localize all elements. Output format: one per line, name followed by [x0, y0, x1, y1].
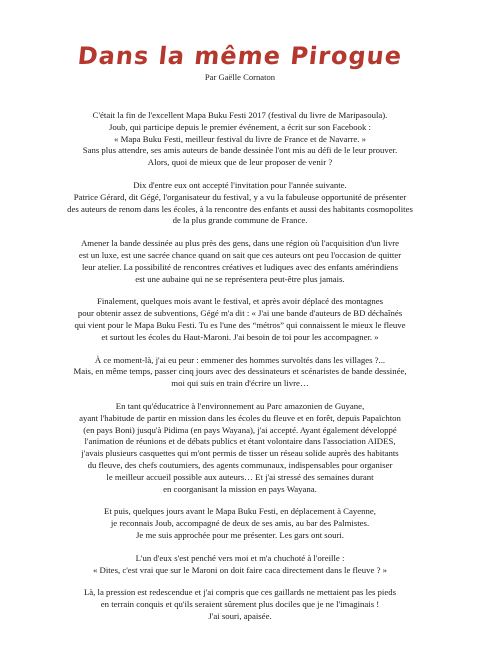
text-line: l'animation de réunions et de débats publics et étant volontaire dans l'association AIDES,	[84, 436, 396, 447]
text-line: Patrice Gérard, dit Gégé, l'organisateur du festival, y a vu la fabuleuse opportunité de présenter	[73, 191, 407, 202]
text-line: moi qui suis en train d'écrire un livre…	[171, 378, 309, 389]
text-line: le meilleur accueil possible aux auteurs… Et j'ai stressé des semaines durant	[106, 471, 374, 482]
article-body	[60, 110, 420, 634]
text-line: Je me suis approchée pour me présenter. Les gars ont souri.	[136, 529, 344, 540]
text-line: je reconnais Joub, accompagné de deux de ses amis, au bar des Palmistes.	[110, 518, 370, 529]
text-line: (en pays Boni) jusqu'à Pidima (en pays Wayana), j'ai accepté. Ayant également développé	[83, 424, 397, 435]
text-line: « Mapa Buku Festi, meilleur festival du livre de France et de Navarre. »	[114, 133, 366, 144]
paragraph	[60, 355, 420, 390]
paragraph	[60, 110, 420, 169]
text-line: Et puis, quelques jours avant le Mapa Buku Festi, en déplacement à Cayenne,	[104, 506, 376, 517]
paragraph	[60, 587, 420, 622]
text-line: ayant l'habitude de partir en mission dans les écoles du fleuve et en forêt, depuis Papaïchton	[79, 412, 401, 423]
text-line: j'avais plusieurs casquettes qui m'ont permis de tisser un réseau solide auprès des habitants	[81, 448, 399, 459]
paragraph	[60, 180, 420, 227]
byline: Par Gaëlle Cornaton	[204, 72, 276, 82]
text-line: Joub, qui participe depuis le premier événement, a écrit sur son Facebook :	[109, 121, 371, 132]
text-line: Sans plus attendre, ses amis auteurs de bande dessinée l'ont mis au défi de le leur prouver.	[82, 145, 398, 156]
text-line: Dix d'entre eux ont accepté l'invitation pour l'année suivante.	[133, 179, 347, 190]
text-line: Alors, quoi de mieux que de leur proposer de venir ?	[147, 157, 333, 168]
text-line: En tant qu'éducatrice à l'environnement au Parc amazonien de Guyane,	[115, 400, 365, 411]
paragraph	[60, 238, 420, 285]
text-line: du fleuve, des chefs coutumiers, des agents communaux, indispensables pour organiser	[87, 459, 393, 470]
paragraph	[60, 296, 420, 343]
text-line: leur atelier. La possibilité de rencontres créatives et ludiques avec des enfants amérindiens	[81, 261, 399, 272]
text-line: C'était la fin de l'excellent Mapa Buku Festi 2017 (festival du livre de Maripasoula).	[92, 110, 388, 120]
text-line: Finalement, quelques mois avant le festival, et après avoir déplacé des montagnes	[97, 296, 383, 307]
text-line: Amener la bande dessinée au plus près des gens, dans une région où l'acquisition d'un livre	[80, 238, 400, 249]
text-line: J'ai souri, apaisée.	[208, 610, 272, 621]
paragraph	[60, 506, 420, 541]
text-line: À ce moment-là, j'ai eu peur : emmener des hommes survoltés dans les villages ?...	[94, 354, 386, 365]
text-line: des auteurs de renom dans les écoles, à la rencontre des enfants et aussi des habitants cosmopolites	[67, 203, 413, 214]
text-line: qui vient pour le Mapa Buku Festi. Tu es l'une des “métros” qui connaissent le mieux le fleuve	[74, 319, 406, 330]
paragraph	[60, 401, 420, 495]
paragraph	[60, 553, 420, 577]
text-line: est une aubaine qui ne se représentera peut-être plus jamais.	[135, 273, 345, 284]
text-line: « Dites, c'est vrai que sur le Maroni on doit faire caca directement dans le fleuve ? »	[92, 564, 388, 575]
text-line: et surtout les écoles du Haut-Maroni. J'ai besoin de toi pour les accompagner. »	[101, 331, 379, 342]
page-title: Dans la même Pirogue	[76, 42, 404, 70]
text-line: de la plus grande commune de France.	[172, 215, 308, 226]
text-line: en terrain conquis et qu'ils seraient sûrement plus dociles que je ne l'imaginais !	[100, 599, 380, 610]
text-line: Là, la pression est redescendue et j'ai compris que ces gaillards ne mettaient pas les pieds	[83, 587, 397, 598]
text-line: Mais, en même temps, passer cinq jours avec des dessinateurs et scénaristes de bande dessinée,	[73, 366, 407, 377]
text-line: pour obtenir assez de subventions, Gégé m'a dit : « J'ai une bande d'auteurs de BD déchaînés	[77, 308, 403, 319]
text-line: L'un d'eux s'est penché vers moi et m'a chuchoté à l'oreille :	[135, 552, 345, 563]
text-line: est un luxe, est une sacrée chance quand on sait que ces auteurs ont peu l'occasion de quitter	[78, 249, 402, 260]
text-line: en coorganisant la mission en pays Wayana.	[163, 483, 317, 494]
